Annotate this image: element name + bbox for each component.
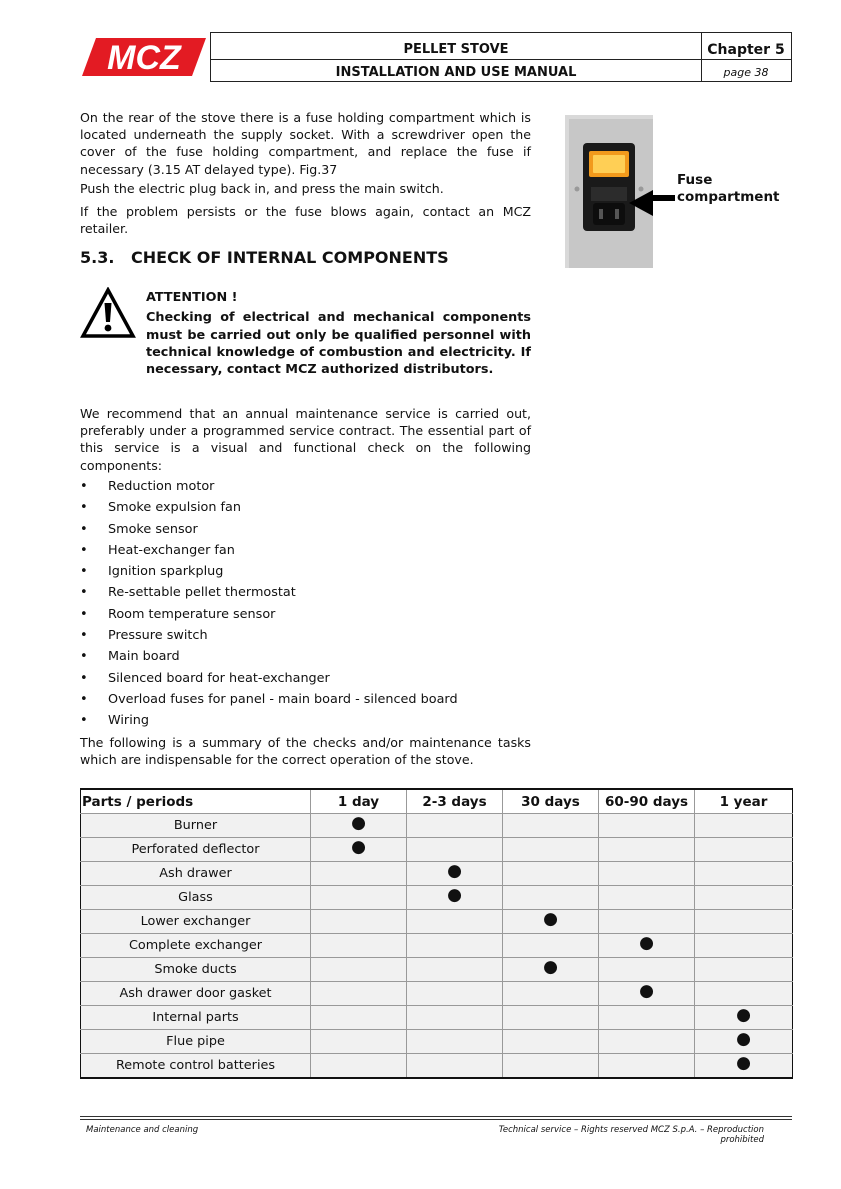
- part-name-cell: Smoke ducts: [81, 958, 311, 982]
- header-box: [210, 32, 792, 82]
- part-name-cell: Internal parts: [81, 1006, 311, 1030]
- period-mark: ●: [503, 910, 599, 934]
- intro-paragraph-fuse: On the rear of the stove there is a fuse holding compartment which is located underneath the supply socket. With a screwdriver open the cover of the fuse holding compartment, and replace the fuse if necessary (3.15 AT delayed type). Fig.37: [80, 110, 531, 177]
- fuse-arrow-icon: [653, 188, 675, 208]
- list-item: • Smoke sensor: [80, 521, 540, 542]
- period-mark: ●: [407, 862, 503, 886]
- list-item: • Wiring: [80, 712, 540, 733]
- attention-block: [146, 289, 531, 378]
- period-cell: [695, 838, 793, 862]
- period-cell: [407, 934, 503, 958]
- list-item: • Re-settable pellet thermostat: [80, 584, 540, 605]
- period-cell: [503, 1054, 599, 1079]
- period-cell: [599, 862, 695, 886]
- header-title-manual: INSTALLATION AND USE MANUAL: [335, 65, 577, 80]
- period-cell: [311, 886, 407, 910]
- header-chapter: Chapter 5: [707, 42, 785, 58]
- component-list: [80, 478, 540, 734]
- part-name-cell: Burner: [81, 814, 311, 838]
- part-name-cell: Flue pipe: [81, 1030, 311, 1054]
- maintenance-schedule-table: [80, 788, 793, 1079]
- period-cell: [311, 1054, 407, 1079]
- period-cell: [599, 1030, 695, 1054]
- table-row: [81, 886, 793, 910]
- period-cell: [599, 1006, 695, 1030]
- section-heading: [80, 248, 449, 267]
- footer-section-name: Maintenance and cleaning: [86, 1125, 199, 1135]
- period-cell: [599, 958, 695, 982]
- footer-rule: [80, 1116, 792, 1117]
- table-row: [81, 1054, 793, 1079]
- period-cell: [695, 886, 793, 910]
- table-header-cell: Parts / periods: [81, 789, 311, 814]
- section-title: CHECK OF INTERNAL COMPONENTS: [131, 248, 449, 267]
- table-header-cell: 60-90 days: [599, 789, 695, 814]
- period-cell: [311, 958, 407, 982]
- list-item: • Overload fuses for panel - main board - silenced board: [80, 691, 540, 712]
- period-cell: [407, 910, 503, 934]
- svg-text:MCZ: MCZ: [107, 39, 181, 76]
- period-cell: [311, 982, 407, 1006]
- period-cell: [503, 1030, 599, 1054]
- part-name-cell: Remote control batteries: [81, 1054, 311, 1079]
- table-row: [81, 1006, 793, 1030]
- fuse-compartment-label: Fuse compartment: [677, 172, 780, 205]
- header-title-product: PELLET STOVE: [403, 42, 509, 57]
- table-row: [81, 958, 793, 982]
- intro-paragraph-plug: Push the electric plug back in, and press the main switch.: [80, 181, 444, 196]
- table-header-cell: 2-3 days: [407, 789, 503, 814]
- list-item: • Ignition sparkplug: [80, 563, 540, 584]
- period-cell: [599, 814, 695, 838]
- period-cell: [599, 1054, 695, 1079]
- part-name-cell: Complete exchanger: [81, 934, 311, 958]
- period-mark: ●: [311, 814, 407, 838]
- period-cell: [407, 958, 503, 982]
- maintenance-intro: We recommend that an annual maintenance service is carried out, preferably under a programmed service contract. The essential part of this service is a visual and functional check on the following components:: [80, 406, 531, 473]
- period-cell: [599, 910, 695, 934]
- period-cell: [599, 838, 695, 862]
- period-mark: ●: [695, 1006, 793, 1030]
- period-mark: ●: [599, 934, 695, 958]
- table-row: [81, 982, 793, 1006]
- period-cell: [503, 814, 599, 838]
- table-row: [81, 1030, 793, 1054]
- header-page-number: page 38: [723, 66, 769, 79]
- table-row: [81, 910, 793, 934]
- intro-paragraph-retailer: If the problem persists or the fuse blows again, contact an MCZ retailer.: [80, 204, 531, 237]
- period-mark: ●: [599, 982, 695, 1006]
- mcz-logo: [82, 38, 206, 76]
- list-item: • Smoke expulsion fan: [80, 499, 540, 520]
- attention-title: ATTENTION !: [146, 290, 238, 305]
- list-item: • Room temperature sensor: [80, 606, 540, 627]
- maintenance-summary: The following is a summary of the checks and/or maintenance tasks which are indispensable for the correct operation of the stove.: [80, 735, 531, 768]
- period-cell: [407, 814, 503, 838]
- period-cell: [695, 814, 793, 838]
- fuse-compartment-photo: [565, 115, 653, 268]
- period-mark: ●: [503, 958, 599, 982]
- period-cell: [407, 1054, 503, 1079]
- part-name-cell: Perforated deflector: [81, 838, 311, 862]
- table-row: [81, 934, 793, 958]
- period-cell: [695, 862, 793, 886]
- period-cell: [407, 838, 503, 862]
- period-cell: [695, 934, 793, 958]
- footer-copyright: Technical service – Rights reserved MCZ S.p.A. – Reproduction prohibited: [498, 1125, 764, 1145]
- table-header-cell: 30 days: [503, 789, 599, 814]
- period-cell: [407, 982, 503, 1006]
- part-name-cell: Ash drawer: [81, 862, 311, 886]
- warning-triangle-icon: [80, 287, 136, 339]
- period-cell: [503, 1006, 599, 1030]
- period-cell: [503, 838, 599, 862]
- period-cell: [311, 910, 407, 934]
- period-cell: [599, 886, 695, 910]
- table-header-row: [81, 789, 793, 814]
- period-cell: [503, 886, 599, 910]
- period-mark: ●: [407, 886, 503, 910]
- table-header-cell: 1 year: [695, 789, 793, 814]
- list-item: • Main board: [80, 648, 540, 669]
- period-cell: [311, 862, 407, 886]
- table-row: [81, 862, 793, 886]
- section-number: 5.3.: [80, 248, 115, 267]
- part-name-cell: Glass: [81, 886, 311, 910]
- list-item: • Silenced board for heat-exchanger: [80, 670, 540, 691]
- period-cell: [695, 910, 793, 934]
- list-item: • Pressure switch: [80, 627, 540, 648]
- part-name-cell: Ash drawer door gasket: [81, 982, 311, 1006]
- period-cell: [311, 1030, 407, 1054]
- attention-text: Checking of electrical and mechanical components must be carried out only be qualified personnel with technical knowledge of combustion and electricity. If necessary, contact MCZ authorized distributors.: [146, 310, 531, 378]
- period-cell: [407, 1030, 503, 1054]
- period-mark: ●: [311, 838, 407, 862]
- period-mark: ●: [695, 1054, 793, 1079]
- part-name-cell: Lower exchanger: [81, 910, 311, 934]
- period-cell: [503, 982, 599, 1006]
- period-cell: [695, 982, 793, 1006]
- period-mark: ●: [695, 1030, 793, 1054]
- list-item: • Reduction motor: [80, 478, 540, 499]
- period-cell: [311, 1006, 407, 1030]
- footer-rule: [80, 1119, 792, 1120]
- period-cell: [407, 1006, 503, 1030]
- period-cell: [503, 862, 599, 886]
- table-header-cell: 1 day: [311, 789, 407, 814]
- period-cell: [695, 958, 793, 982]
- period-cell: [311, 934, 407, 958]
- list-item: • Heat-exchanger fan: [80, 542, 540, 563]
- period-cell: [503, 934, 599, 958]
- table-row: [81, 838, 793, 862]
- table-row: [81, 814, 793, 838]
